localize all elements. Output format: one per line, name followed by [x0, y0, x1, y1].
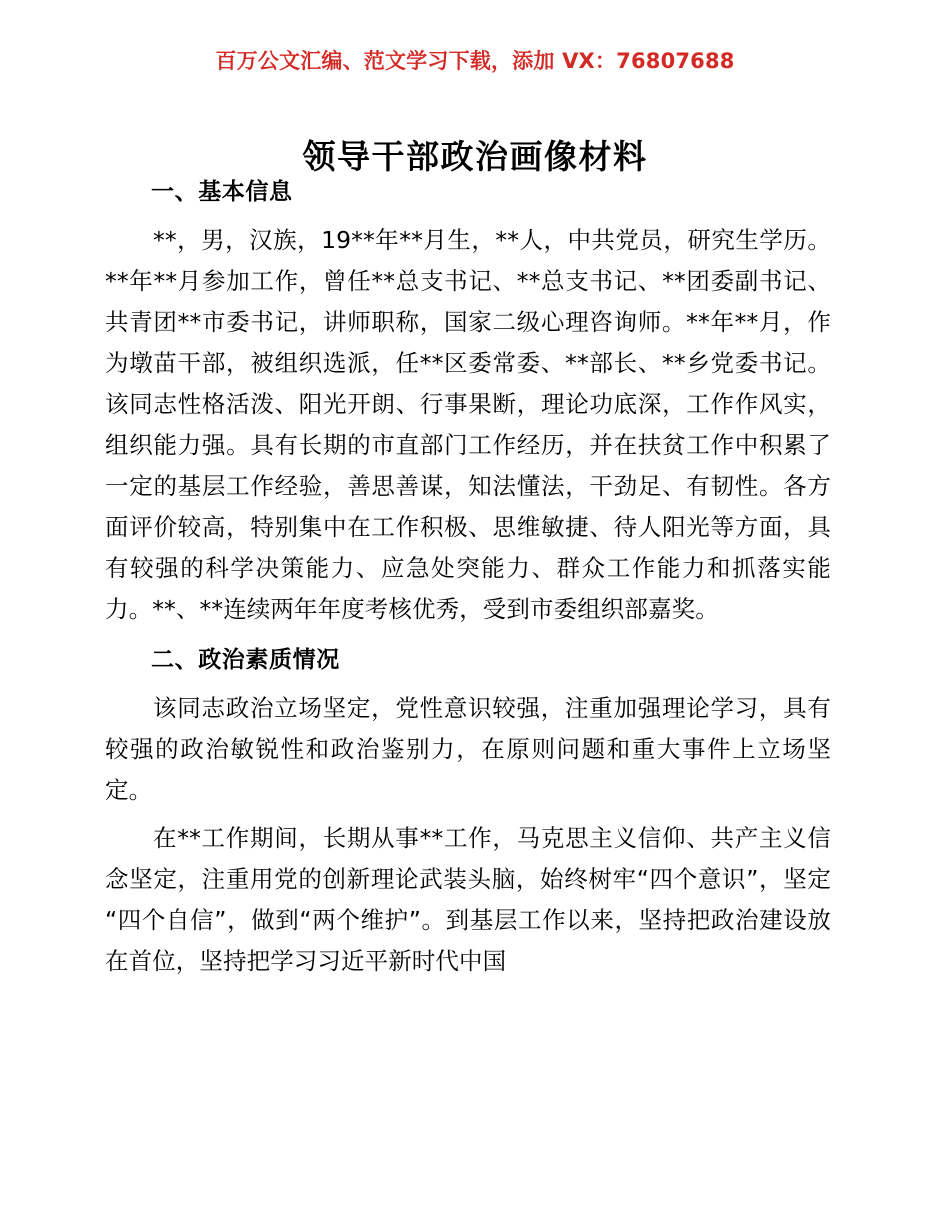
spacer: [105, 213, 831, 220]
promo-banner-text: 百万公文汇编、范文学习下载，添加 VX：76807688: [215, 49, 735, 73]
section-heading-basic-info: 一、基本信息: [151, 179, 293, 205]
spacer: [105, 681, 831, 688]
section-heading-political-quality: 二、政治素质情况: [151, 647, 340, 673]
section-1-paragraph-1: **，男，汉族，19**年**月生，**人，中共党员，研究生学历。**年**月参加工作，曾任**总支书记、**总支书记、**团委副书记、共青团**市委书记，讲师职称，国家二级心理咨询师。**年**月，作为墩苗干部，被组织选派，任**区委常委、**部长、**乡党委书记。该同志性格活泼、阳光开朗、行事果断，理论功底深，工作作风实，组织能力强。具有长期的市直部门工作经历，并在扶贫工作中积累了一定的基层工作经验，善思善谋，知法懂法，干劲足、有韧性。各方面评价较高，特别集中在工作积极、思维敏捷、待人阳光等方面，具有较强的科学决策能力、应急处突能力、群众工作能力和抓落实能力。**、**连续两年年度考核优秀，受到市委组织部嘉奖。: [105, 226, 831, 623]
spacer: [105, 630, 831, 640]
spacer: [105, 811, 831, 818]
section-2-paragraph-1: 该同志政治立场坚定，党性意识较强，注重加强理论学习，具有较强的政治敏锐性和政治鉴别力，在原则问题和重大事件上立场坚定。: [105, 694, 831, 804]
page-title: 领导干部政治画像材料: [302, 137, 648, 177]
document-body: [105, 172, 831, 982]
section-2-paragraph-2: 在**工作期间，长期从事**工作，马克思主义信仰、共产主义信念坚定，注重用党的创新理论武装头脑，始终树牢“四个意识”，坚定“四个自信”，做到“两个维护”。到基层工作以来，坚持把政治建设放在首位，坚持把学习习近平新时代中国: [105, 824, 831, 975]
